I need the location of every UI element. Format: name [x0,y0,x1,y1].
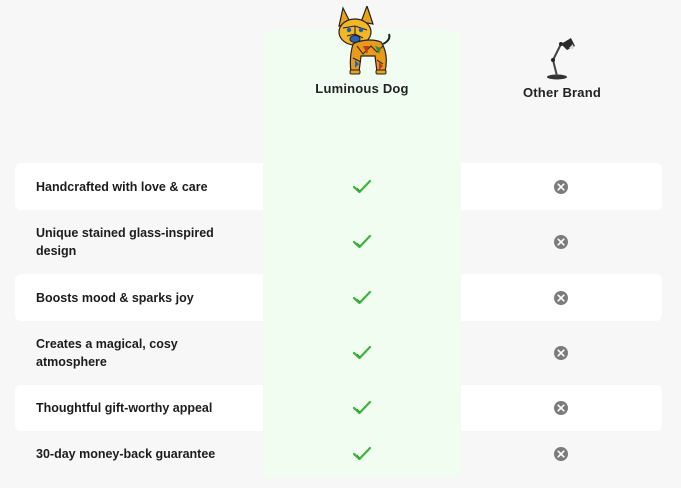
feature-label: Boosts mood & sparks joy [36,290,194,305]
check-icon [352,446,372,462]
check-icon [352,234,372,250]
feature-label: Unique stained glass-inspired design [36,226,214,258]
feature-label: Thoughtful gift-worthy appeal [36,401,213,415]
check-icon [352,179,372,195]
cross-circle-icon [553,290,569,306]
feature-label: Handcrafted with love & care [36,179,208,194]
our-brand-heading: Luminous Dog [315,81,409,96]
cross-circle-icon [553,179,569,195]
cross-circle-icon [553,446,569,462]
table-row [15,321,662,385]
table-row [15,431,662,477]
check-icon [352,290,372,306]
cross-circle-icon [553,234,569,250]
table-row [15,163,662,210]
cross-circle-icon [553,345,569,361]
table-row [15,385,662,431]
luminous-dog-image [333,6,395,76]
other-brand-heading: Other Brand [522,85,602,100]
feature-label: 30-day money-back guarantee [36,447,216,461]
feature-rows [15,163,662,477]
table-row [15,210,662,274]
other-brand-lamp-image [545,34,577,80]
cross-circle-icon [553,400,569,416]
check-icon [352,345,372,361]
feature-label: Creates a magical, cosy atmosphere [36,337,178,369]
table-row [15,274,662,321]
check-icon [352,400,372,416]
